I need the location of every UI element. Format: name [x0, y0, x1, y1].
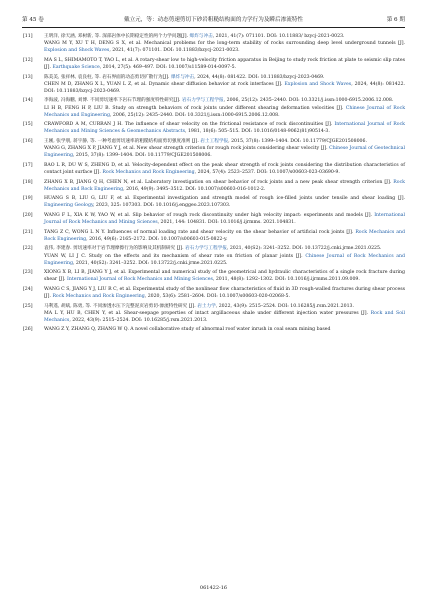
reference-item	[22, 57, 405, 71]
reference-item	[22, 245, 405, 266]
reference-text: HUANG S B, LIU G, LIU F, et al. Experimental investigation and strength model of rough ice-filled joints under tensile and shear loading [J].	[44, 196, 405, 202]
reference-english-translation	[44, 253, 405, 267]
journal-title: Rock Mechanics and Rock Engineering	[44, 229, 406, 242]
journal-title: Rock Mechanics and Rock Engineering	[44, 179, 405, 192]
reference-citation	[44, 195, 405, 209]
journal-title: International Journal of Rock Mechanics and Mining Sciences & Geomechanics Abstracts	[44, 122, 405, 135]
running-title: 戴立元，等：动态剪速剪切下砂岩粗糙结构面的力学行为及瞬后渗流特性	[123, 17, 303, 23]
reference-text: BAO L R, DU W S, ZHENG D, et al. Velocity-dependent effect on the peak shear strength of rock joints considering the distribution characteristics of contact joint surface [J].	[44, 162, 405, 175]
reference-item	[22, 269, 405, 283]
reference-text: ZHANG X B, JIANG Q H, CHEN N, et al. Laboratory investigation on shear behavior of rock joints and a new peak shear strength criterion [J].	[44, 179, 394, 185]
reference-text: , 2021, 144: 104831. DOI: 10.1016/j.ijrmms. 2021.104831.	[157, 220, 296, 226]
reference-item	[22, 121, 405, 135]
reference-number: [11]	[23, 34, 33, 39]
reference-text: LI H B, FENG H P, LIU B. Study on strength behaviors of rock joints under different shearing deformation velocities [J].	[44, 105, 346, 111]
reference-number: [25]	[23, 303, 33, 309]
reference-item	[22, 74, 405, 95]
reference-citation	[44, 269, 405, 283]
reference-item	[22, 303, 405, 324]
reference-text: YUAN W, LI J C. Study on the effects and its mechanism of shear rate on friction of planar joints [J].	[44, 253, 306, 259]
journal-title: 爆炸与冲击	[189, 34, 213, 39]
reference-text: WANG M Y, XU T H, DENG S X, et al. Mechanical problems for the long-term stability of rocks surrounding deep level underground tunnels [J].	[44, 41, 405, 47]
reference-text: , 2016, 49(9): 3495–3512. DOI: 10.1007/s00603-016-1012-2.	[123, 186, 266, 192]
journal-title: International Journal of Rock Mechanics and Mining Sciences	[44, 212, 405, 226]
reference-item	[22, 212, 405, 226]
journal-title: Rock and Soil Mechanics	[44, 310, 405, 323]
reference-citation	[44, 245, 405, 252]
reference-text: 马利遥, 胡斌, 陈勇, 等. 不同渗透水压下完整泥页岩剪切-渗流特性研究 [J].	[44, 303, 198, 309]
journal-title: International Journal of Rock Mechanics and Mining Sciences	[67, 277, 213, 283]
reference-text: , 2020, 53(6): 2581–2604. DOI: 10.1007/s00603-020-02068-5.	[144, 294, 290, 300]
reference-text: CHEN M D, ZHANG X L, YUAN L Z, et al. Dynamic shear diffusion behavior at rock interfaces [J].	[44, 81, 285, 87]
reference-number: [16]	[23, 138, 33, 144]
reference-number: [22]	[23, 246, 33, 252]
reference-text: , 2021, 41(7): 071101. DOI: 10.11883/bzycj-2021-0023.	[109, 48, 240, 54]
volume-label: 第 45 卷	[22, 17, 44, 23]
journal-title: Rock Mechanics and Rock Engineering	[102, 170, 195, 175]
journal-title: Chinese Journal of Rock Mechanics and Engineering	[44, 105, 406, 118]
reference-number: [12]	[23, 57, 33, 63]
journal-title: 岩石力学与工程学报	[181, 98, 224, 104]
journal-title: 岩土工程学报	[200, 138, 229, 144]
reference-text: , 2024, 44(8): 081422. DOI: 10.11883/bzycj-2023-0469.	[44, 81, 406, 94]
journal-title: 岩石力学与工程学报	[185, 246, 227, 252]
reference-text: 袁伟, 李建春. 剪切速率对于岩节理摩擦行为的影响及其机制研究 [J].	[44, 246, 186, 252]
journal-title: Chinese Journal of Geotechnical Engineering	[44, 146, 405, 159]
reference-text: MA L Y, HU B, CHEN Y, et al. Shear-seepage properties of intact argillaceous shale under different injection water pressures [J].	[44, 310, 371, 316]
reference-text: CRAWFORD A M, CURRAN J H. The influence of shear velocity on the frictional resistance of rock discontinuities [J].	[44, 122, 335, 128]
reference-item	[22, 229, 405, 243]
reference-citation	[44, 326, 405, 333]
journal-title: Explosion and Shock Waves	[284, 81, 352, 87]
journal-title: Earthquake Science	[52, 65, 100, 71]
reference-number: [21]	[23, 229, 33, 235]
reference-text: , 2021, 40(S2): 3241–3252. DOI: 10.13722/j.cnki.jrme.2021.0225.	[226, 246, 382, 252]
reference-text: , 2006, 25(12): 2435–2440. DOI: 10.3321/j.issn:1000-6915.2006.12.008.	[223, 98, 394, 104]
issue-label: 第 6 期	[386, 17, 405, 23]
reference-english-translation	[44, 81, 405, 95]
reference-text: , 2015, 37(8): 1399–1404. DOI: 10.11779/CJGE201508006.	[72, 153, 212, 159]
reference-citation	[44, 138, 405, 145]
reference-text: , 2022, 43(9): 2515–2524. DOI: 10.16285/j.rsm.2021.2013.	[69, 317, 208, 323]
reference-number: [19]	[23, 196, 33, 202]
reference-text: MA S L, SHIMAMOTO T, YAO L, et al. A rotary-shear low to high-velocity friction apparatus in Beijing to study rock friction at plate to seismic slip rates [J].	[44, 57, 405, 71]
reference-text: WANG Z Y, ZHANG Q, ZHANG W Q. A novel collaborative study of abnormal roof water inrush in coal seam mining based	[44, 327, 331, 333]
reference-text: 李海波, 冯海鹏, 刘博. 不同剪切速率下岩石节理的强度特性研究[J].	[44, 98, 182, 104]
reference-text: TANG Z C, WONG L N Y. Influences of normal loading rate and shear velocity on the shear behavior of artificial rock joints [J].	[44, 229, 356, 235]
header-rule	[22, 27, 405, 28]
reference-text: 陈美美, 张祥林, 袁良柱, 等. 岩石界面的动态剪切扩散行为[J].	[44, 74, 171, 80]
reference-citation	[44, 212, 405, 226]
reference-item	[22, 33, 405, 54]
reference-text: , 2015, 37(8): 1399–1404. DOI: 10.11779/CJGE201508006.	[228, 138, 367, 144]
reference-item	[22, 326, 405, 333]
reference-english-translation	[44, 105, 405, 119]
reference-item	[22, 195, 405, 209]
reference-item	[22, 179, 405, 193]
journal-title: Chinese Journal of Rock Mechanics and Engineering	[44, 253, 406, 266]
reference-text: , 2011, 48(8): 1292–1302. DOI: 10.1016/j.ijrmms.2011.09.009.	[212, 277, 360, 283]
reference-citation	[44, 286, 405, 300]
reference-text: WANG G, ZHANG X P, JIANG Y J, et al. New shear strength criterion for rough rock joints considering shear velocity [J].	[44, 146, 330, 152]
reference-number: [20]	[23, 212, 33, 218]
running-header	[22, 14, 405, 26]
reference-text: 王刚, 张学朋, 蒋宇静, 等. 一种考虑剪切速率的粗糙结构面剪切强度准则 [J].	[44, 138, 201, 144]
page-number: 061422-16	[199, 585, 228, 591]
reference-item	[22, 97, 405, 118]
reference-text: WANG F L, XIA K W, YAO W, et al. Slip behavior of rough rock discontinuity under high velocity impact: experiments and models [J].	[44, 212, 375, 218]
journal-title: Explosion and Shock Waves	[44, 48, 110, 54]
reference-text: , 2021, 40(S2): 3241–3252. DOI: 10.13722/j.cnki.jrme.2021.0225.	[72, 260, 228, 266]
journal-title: 岩土力学	[197, 303, 216, 309]
reference-item	[22, 286, 405, 300]
reference-text: , 2021, 41(7): 071101. DOI: 10.11883/ bzycj-2021-0023.	[212, 34, 345, 39]
reference-citation	[44, 162, 405, 176]
reference-list	[22, 33, 405, 336]
reference-number: [14]	[23, 98, 33, 104]
reference-number: [18]	[23, 179, 33, 185]
reference-item	[22, 138, 405, 159]
reference-text: , 1981, 18(6): 505–515. DOI: 10.1016/0148-9062(81)90514-3.	[185, 129, 330, 135]
reference-number: [13]	[23, 74, 33, 80]
reference-citation	[44, 303, 405, 310]
reference-citation	[44, 121, 405, 135]
reference-citation	[44, 179, 405, 193]
reference-citation	[44, 229, 405, 243]
reference-number: [15]	[23, 122, 33, 128]
reference-citation	[44, 57, 405, 71]
reference-english-translation	[44, 145, 405, 159]
reference-text: , 2022, 43(9): 2515–2524. DOI: 10.16285/j.rsm.2021.2013.	[215, 303, 354, 309]
journal-title: Rock Mechanics and Rock Engineering	[52, 294, 145, 300]
reference-text: , 2024, 44(8): 081422. DOI: 10.11883/bzycj-2023-0469.	[194, 74, 325, 80]
reference-english-translation	[44, 40, 405, 54]
journal-title: 爆炸与冲击	[170, 74, 195, 80]
reference-text: , 2016, 49(6): 2165–2172. DOI: 10.1007/s00603-015-0822-y.	[86, 236, 228, 242]
reference-number: [24]	[23, 286, 33, 292]
reference-text: XIONG X B, LI B, JIANG Y J, et al. Experimental and numerical study of the geometrical and hydraulic characteristics of a single rock fracture during shear [J].	[44, 270, 405, 283]
journal-title: Engineering Geology	[44, 203, 93, 209]
reference-text: , 2006, 25(12): 2435–2440. DOI: 10.3321/j.issn:1000-6915.2006.12.008.	[109, 112, 280, 118]
reference-citation	[44, 74, 405, 81]
reference-number: [17]	[23, 162, 33, 168]
reference-item	[22, 162, 405, 176]
reference-number: [23]	[23, 270, 33, 276]
reference-text: 王明洋, 徐天涵, 邓树新, 等. 深部岩体中长期稳定性的两个力学问题[J].	[44, 34, 190, 39]
reference-citation	[44, 33, 405, 40]
reference-citation	[44, 97, 405, 104]
reference-text: , 2014, 27(5): 469–497. DOI: 10.1007/s11589-014-0097-5.	[99, 65, 237, 71]
reference-english-translation	[44, 310, 405, 324]
reference-number: [26]	[23, 327, 33, 333]
reference-text: , 2024, 57(4): 2523–2537. DOI: 10.1007/s00603-023-03690-9.	[194, 170, 340, 175]
reference-text: , 2023, 325: 107303. DOI: 10.1016/j.enggeo.2023.107303.	[92, 203, 231, 209]
reference-text: WANG C S, JIANG Y J, LIU R C, et al. Experimental study of the nonlinear flow characteristics of fluid in 3D rough-walled fractures during shear process [J].	[44, 286, 405, 300]
